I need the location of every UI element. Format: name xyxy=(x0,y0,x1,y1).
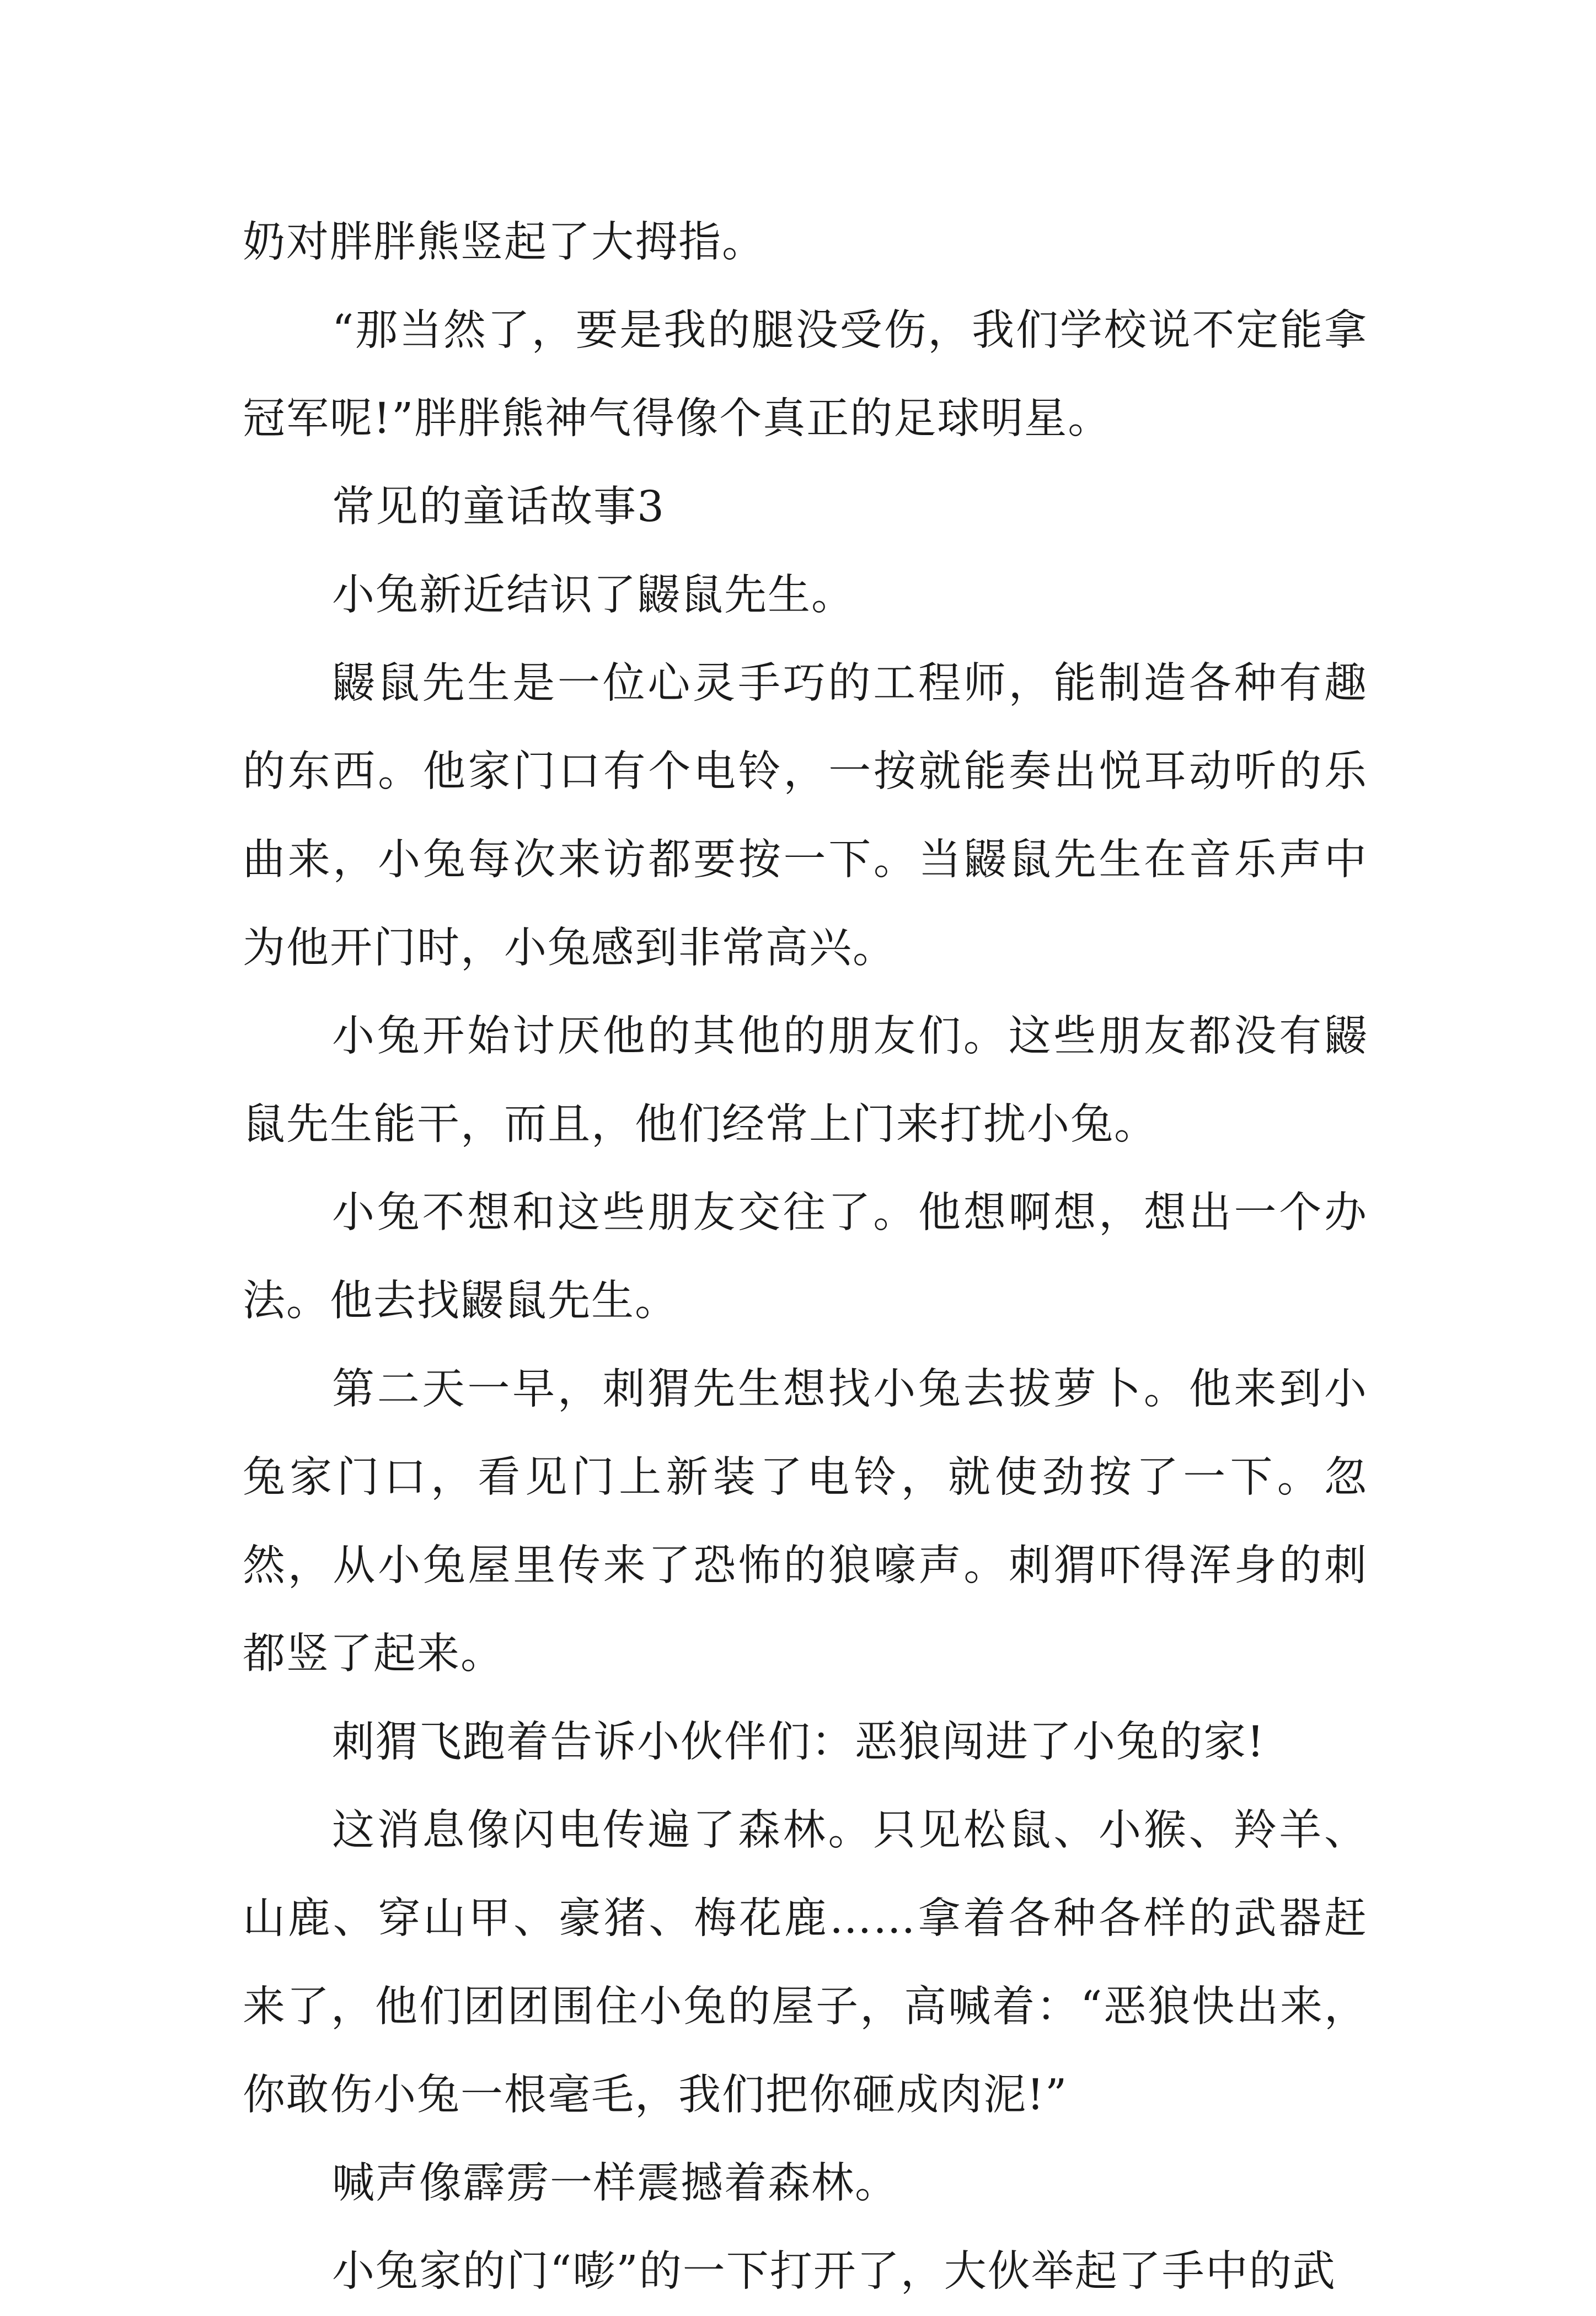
paragraph: 小兔新近结识了鼹鼠先生。 xyxy=(332,571,855,620)
paragraph: 小兔家的门“嘭”的一下打开了，大伙举起了手中的武 xyxy=(332,2247,1336,2296)
paragraph: “那当然了，要是我的腿没受伤，我们学校说不定能拿冠军呢!”胖胖熊神气得像个真正的足球明星。 xyxy=(243,306,1368,443)
paragraph: 小兔不想和这些朋友交往了。他想啊想，想出一个办法。他去找鼹鼠先生。 xyxy=(243,1188,1368,1326)
story-heading: 常见的童话故事3 xyxy=(332,482,665,532)
story-text xyxy=(243,199,1368,2316)
paragraph: 鼹鼠先生是一位心灵手巧的工程师，能制造各种有趣的东西。他家门口有个电铃，一按就能奏出悦耳动听的乐曲来，小兔每次来访都要按一下。当鼹鼠先生在音乐声中为他开门时，小兔感到非常高兴。 xyxy=(243,659,1368,973)
paragraph: 刺猬飞跑着告诉小伙伴们：恶狼闯进了小兔的家! xyxy=(332,1718,1265,1767)
paragraph: 喊声像霹雳一样震撼着森林。 xyxy=(332,2159,898,2208)
paragraph: 奶对胖胖熊竖起了大拇指。 xyxy=(243,218,765,267)
paragraph: 小兔开始讨厌他的其他的朋友们。这些朋友都没有鼹鼠先生能干，而且，他们经常上门来打扰小兔。 xyxy=(243,1012,1368,1149)
paragraph: 这消息像闪电传遍了森林。只见松鼠、小猴、羚羊、山鹿、穿山甲、豪猪、梅花鹿……拿着各种各样的武器赶来了，他们团团围住小兔的屋子，高喊着：“恶狼快出来，你敢伤小兔一根毫毛，我们把你砸成肉泥!” xyxy=(243,1806,1368,2120)
paragraph: 第二天一早，刺猬先生想找小兔去拔萝卜。他来到小兔家门口，看见门上新装了电铃，就使劲按了一下。忽然，从小兔屋里传来了恐怖的狼嚎声。刺猬吓得浑身的刺都竖了起来。 xyxy=(243,1365,1368,1679)
